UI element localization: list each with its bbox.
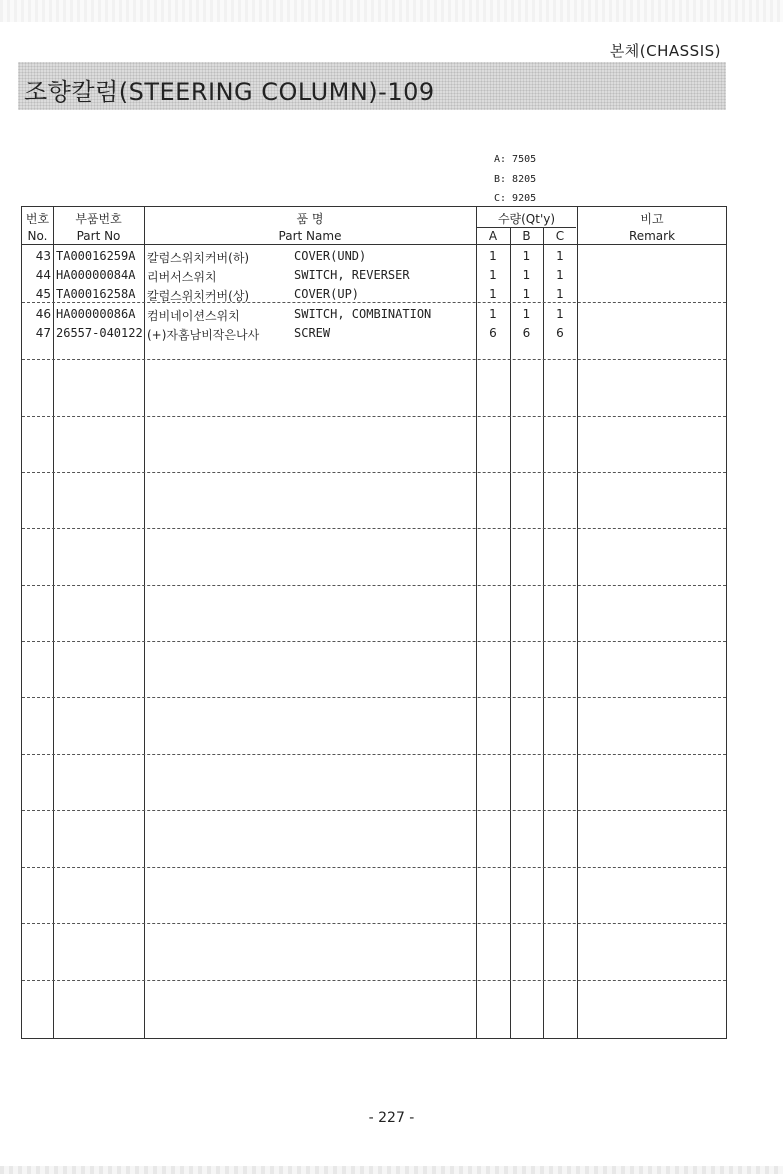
row-qty-a: 1 bbox=[489, 307, 497, 321]
row-qty-a: 1 bbox=[489, 287, 497, 301]
row-name-en: SWITCH, COMBINATION bbox=[294, 307, 432, 321]
model-a: A: 7505 bbox=[494, 154, 537, 165]
row-part: TA00016259A bbox=[56, 249, 136, 263]
header-name-ko: 품 명 bbox=[296, 212, 324, 226]
row-no: 43 bbox=[35, 249, 51, 263]
header-qty: 수량(Qt'y) bbox=[497, 212, 556, 226]
header-part-en: Part No bbox=[76, 229, 121, 243]
row-name-en: COVER(UP) bbox=[294, 287, 360, 301]
row-qty-c: 6 bbox=[556, 326, 564, 340]
table-row bbox=[22, 266, 726, 285]
table-row bbox=[22, 305, 726, 324]
row-qty-b: 1 bbox=[522, 287, 531, 301]
col-divider bbox=[543, 228, 544, 1038]
row-qty-a: 1 bbox=[489, 268, 497, 282]
table-row bbox=[22, 247, 726, 266]
header-qty-a: A bbox=[488, 229, 498, 243]
header-no-en: No. bbox=[27, 229, 48, 243]
row-separator bbox=[22, 472, 726, 473]
scan-edge-bottom bbox=[0, 1166, 783, 1174]
parts-table bbox=[21, 206, 727, 1039]
row-name-en: SWITCH, REVERSER bbox=[294, 268, 410, 282]
row-name-en: SCREW bbox=[294, 326, 331, 340]
row-name-ko: 컴비네이션스위치 bbox=[147, 309, 240, 323]
row-separator bbox=[22, 528, 726, 529]
row-separator bbox=[22, 867, 726, 868]
row-separator bbox=[22, 754, 726, 755]
row-qty-c: 1 bbox=[556, 268, 564, 282]
row-name-ko: 칼럼스위치커버(상) bbox=[147, 289, 250, 303]
row-qty-b: 1 bbox=[522, 307, 531, 321]
row-qty-c: 1 bbox=[556, 287, 564, 301]
row-part: TA00016258A bbox=[56, 287, 136, 301]
row-separator bbox=[22, 302, 726, 303]
page-title: 조향칼럼(STEERING COLUMN)-109 bbox=[24, 78, 435, 106]
row-qty-c: 1 bbox=[556, 307, 564, 321]
row-qty-b: 1 bbox=[522, 249, 531, 263]
model-b: B: 8205 bbox=[494, 173, 537, 185]
row-qty-b: 6 bbox=[522, 326, 531, 340]
page-number: - 227 - bbox=[368, 1110, 415, 1126]
row-name-ko: 칼럼스위치커버(하) bbox=[147, 251, 250, 265]
row-part: 26557-040122 bbox=[56, 326, 143, 340]
col-divider bbox=[510, 228, 511, 1038]
scan-edge-top bbox=[0, 0, 783, 22]
row-separator bbox=[22, 585, 726, 586]
row-name-en: COVER(UND) bbox=[294, 249, 367, 263]
row-separator bbox=[22, 359, 726, 360]
row-separator bbox=[22, 810, 726, 811]
model-legend bbox=[494, 150, 536, 209]
header-qty-b: B bbox=[522, 229, 531, 243]
row-no: 46 bbox=[35, 307, 51, 321]
header-name-en: Part Name bbox=[278, 229, 342, 243]
row-name-ko: 리버서스위치 bbox=[147, 270, 217, 284]
model-c: C: 9205 bbox=[494, 193, 537, 204]
row-separator bbox=[22, 697, 726, 698]
row-part: HA00000084A bbox=[56, 268, 136, 282]
row-part: HA00000086A bbox=[56, 307, 136, 321]
qty-header-rule bbox=[476, 227, 576, 228]
row-qty-c: 1 bbox=[556, 249, 564, 263]
table-row bbox=[22, 324, 726, 343]
header-part-ko: 부품번호 bbox=[75, 212, 122, 226]
header-remark-en: Remark bbox=[628, 229, 676, 243]
row-separator bbox=[22, 641, 726, 642]
row-qty-a: 1 bbox=[489, 249, 497, 263]
row-no: 47 bbox=[35, 326, 51, 340]
row-name-ko: (+)자홈남비작은나사 bbox=[147, 328, 260, 342]
row-separator bbox=[22, 923, 726, 924]
row-no: 45 bbox=[35, 287, 51, 301]
row-qty-a: 6 bbox=[489, 326, 497, 340]
header-no-ko: 번호 bbox=[25, 212, 50, 226]
header-qty-c: C bbox=[555, 229, 565, 243]
row-qty-b: 1 bbox=[522, 268, 531, 282]
row-no: 44 bbox=[35, 268, 51, 282]
section-label: 본체(CHASSIS) bbox=[609, 42, 721, 60]
header-rule bbox=[22, 244, 726, 245]
row-separator bbox=[22, 416, 726, 417]
row-separator bbox=[22, 980, 726, 981]
header-remark-ko: 비고 bbox=[640, 212, 664, 226]
